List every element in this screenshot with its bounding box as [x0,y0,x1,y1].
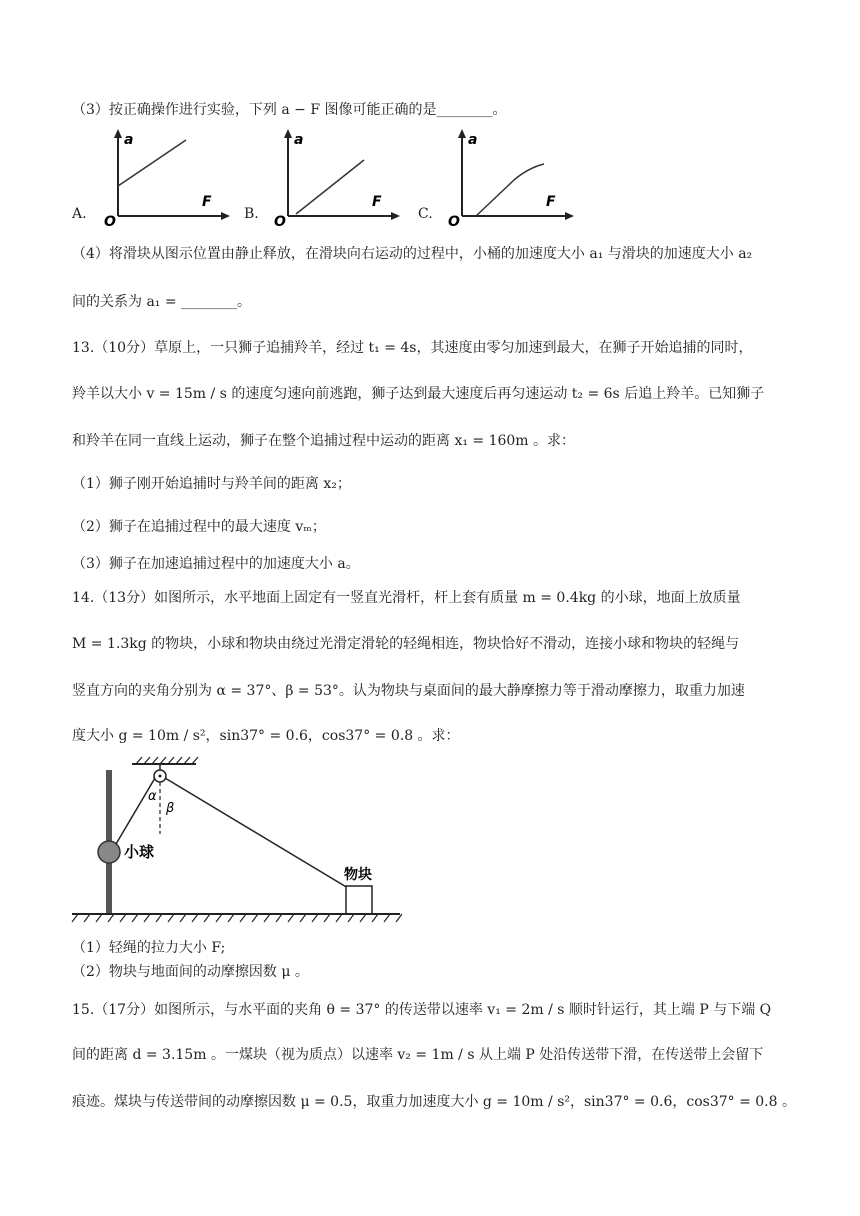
q13-line3: 和羚羊在同一直线上运动，狮子在整个追捕过程中运动的距离 x₁ = 160m 。求： [72,433,576,449]
ball [98,841,120,863]
graph-a-axis-y: a [124,132,134,148]
option-a-label: A. [72,206,87,222]
q13-line2: 羚羊以大小 v = 15m / s 的速度匀速向前逃跑，狮子达到最大速度后再匀速运动 t₂ = 6s 后追上羚羊。已知狮子 [72,386,765,402]
q13-sub3: （3）狮子在加速追捕过程中的加速度大小 a。 [72,556,360,572]
option-b-label: B. [244,206,259,222]
graph-c-curve [476,164,544,216]
graph-a-origin: O [104,214,116,226]
q14-line4: 度大小 g = 10m / s²，sin37° = 0.6，cos37° = 0.8 。求： [72,728,460,744]
q13-line1: 13.（10分）草原上，一只狮子追捕羚羊，经过 t₁ = 4s，其速度由零匀加速到最大，在狮子开始追捕的同时， [72,340,753,356]
q14-line3: 竖直方向的夹角分别为 α = 37°、β = 53°。认为物块与桌面间的最大静摩擦力等于滑动摩擦力，取重力加速 [72,683,745,699]
q14-sub2: （2）物块与地面间的动摩擦因数 μ 。 [72,964,309,980]
q13-sub1: （1）狮子刚开始追捕时与羚羊间的距离 x₂； [72,476,351,492]
block-label: 物块 [344,867,372,883]
pulley-figure [68,756,404,926]
q13-sub2: （2）狮子在追捕过程中的最大速度 vₘ； [72,519,326,535]
option-c-label: C. [418,206,433,222]
graph-b [266,126,406,226]
graph-a-axis-x: F [202,194,212,210]
q14-line2: M = 1.3kg 的物块，小球和物块由绕过光滑定滑轮的轻绳相连，物块恰好不滑动，连接小球和物块的轻绳与 [72,636,740,652]
rope-to-ball [116,778,155,844]
q15-line2: 间的距离 d = 3.15m 。一煤块（视为质点）以速率 v₂ = 1m / s 从上端 P 处沿传送带下滑，在传送带上会留下 [72,1047,764,1063]
graph-b-origin: O [274,214,286,226]
graph-b-axis-x: F [372,194,382,210]
block [346,886,372,914]
angle-beta-label: β [166,801,175,816]
graph-b-axis-y: a [294,132,304,148]
q14-line1: 14.（13分）如图所示，水平地面上固定有一竖直光滑杆，杆上套有质量 m = 0.4kg 的小球，地面上放质量 [72,590,741,606]
q15-line1: 15.（17分）如图所示，与水平面的夹角 θ = 37° 的传送带以速率 v₁ = 2m / s 顺时针运行，其上端 P 与下端 Q [72,1002,772,1018]
graph-c-origin: O [448,214,460,226]
graph-c [440,126,580,226]
graph-b-line [296,160,364,214]
graph-c-axis-y: a [468,132,478,148]
ball-label: 小球 [124,843,155,861]
q12-part4-line1: （4）将滑块从图示位置由静止释放，在滑块向右运动的过程中，小桶的加速度大小 a₁ 与滑块的加速度大小 a₂ [72,246,753,262]
graph-c-axis-x: F [546,194,556,210]
q15-line3: 痕迹。煤块与传送带间的动摩擦因数 μ = 0.5，取重力加速度大小 g = 10m / s²，sin37° = 0.6，cos37° = 0.8 。 [72,1094,796,1110]
q12-part3-text: （3）按正确操作进行实验，下列 a − F 图像可能正确的是________。 [72,102,507,118]
q14-sub1: （1）轻绳的拉力大小 F; [72,940,226,956]
q12-part4-line2: 间的关系为 a₁ = ________。 [72,294,252,310]
angle-alpha-label: α [148,789,157,804]
graph-a [96,126,236,226]
rope-to-block [165,778,348,888]
